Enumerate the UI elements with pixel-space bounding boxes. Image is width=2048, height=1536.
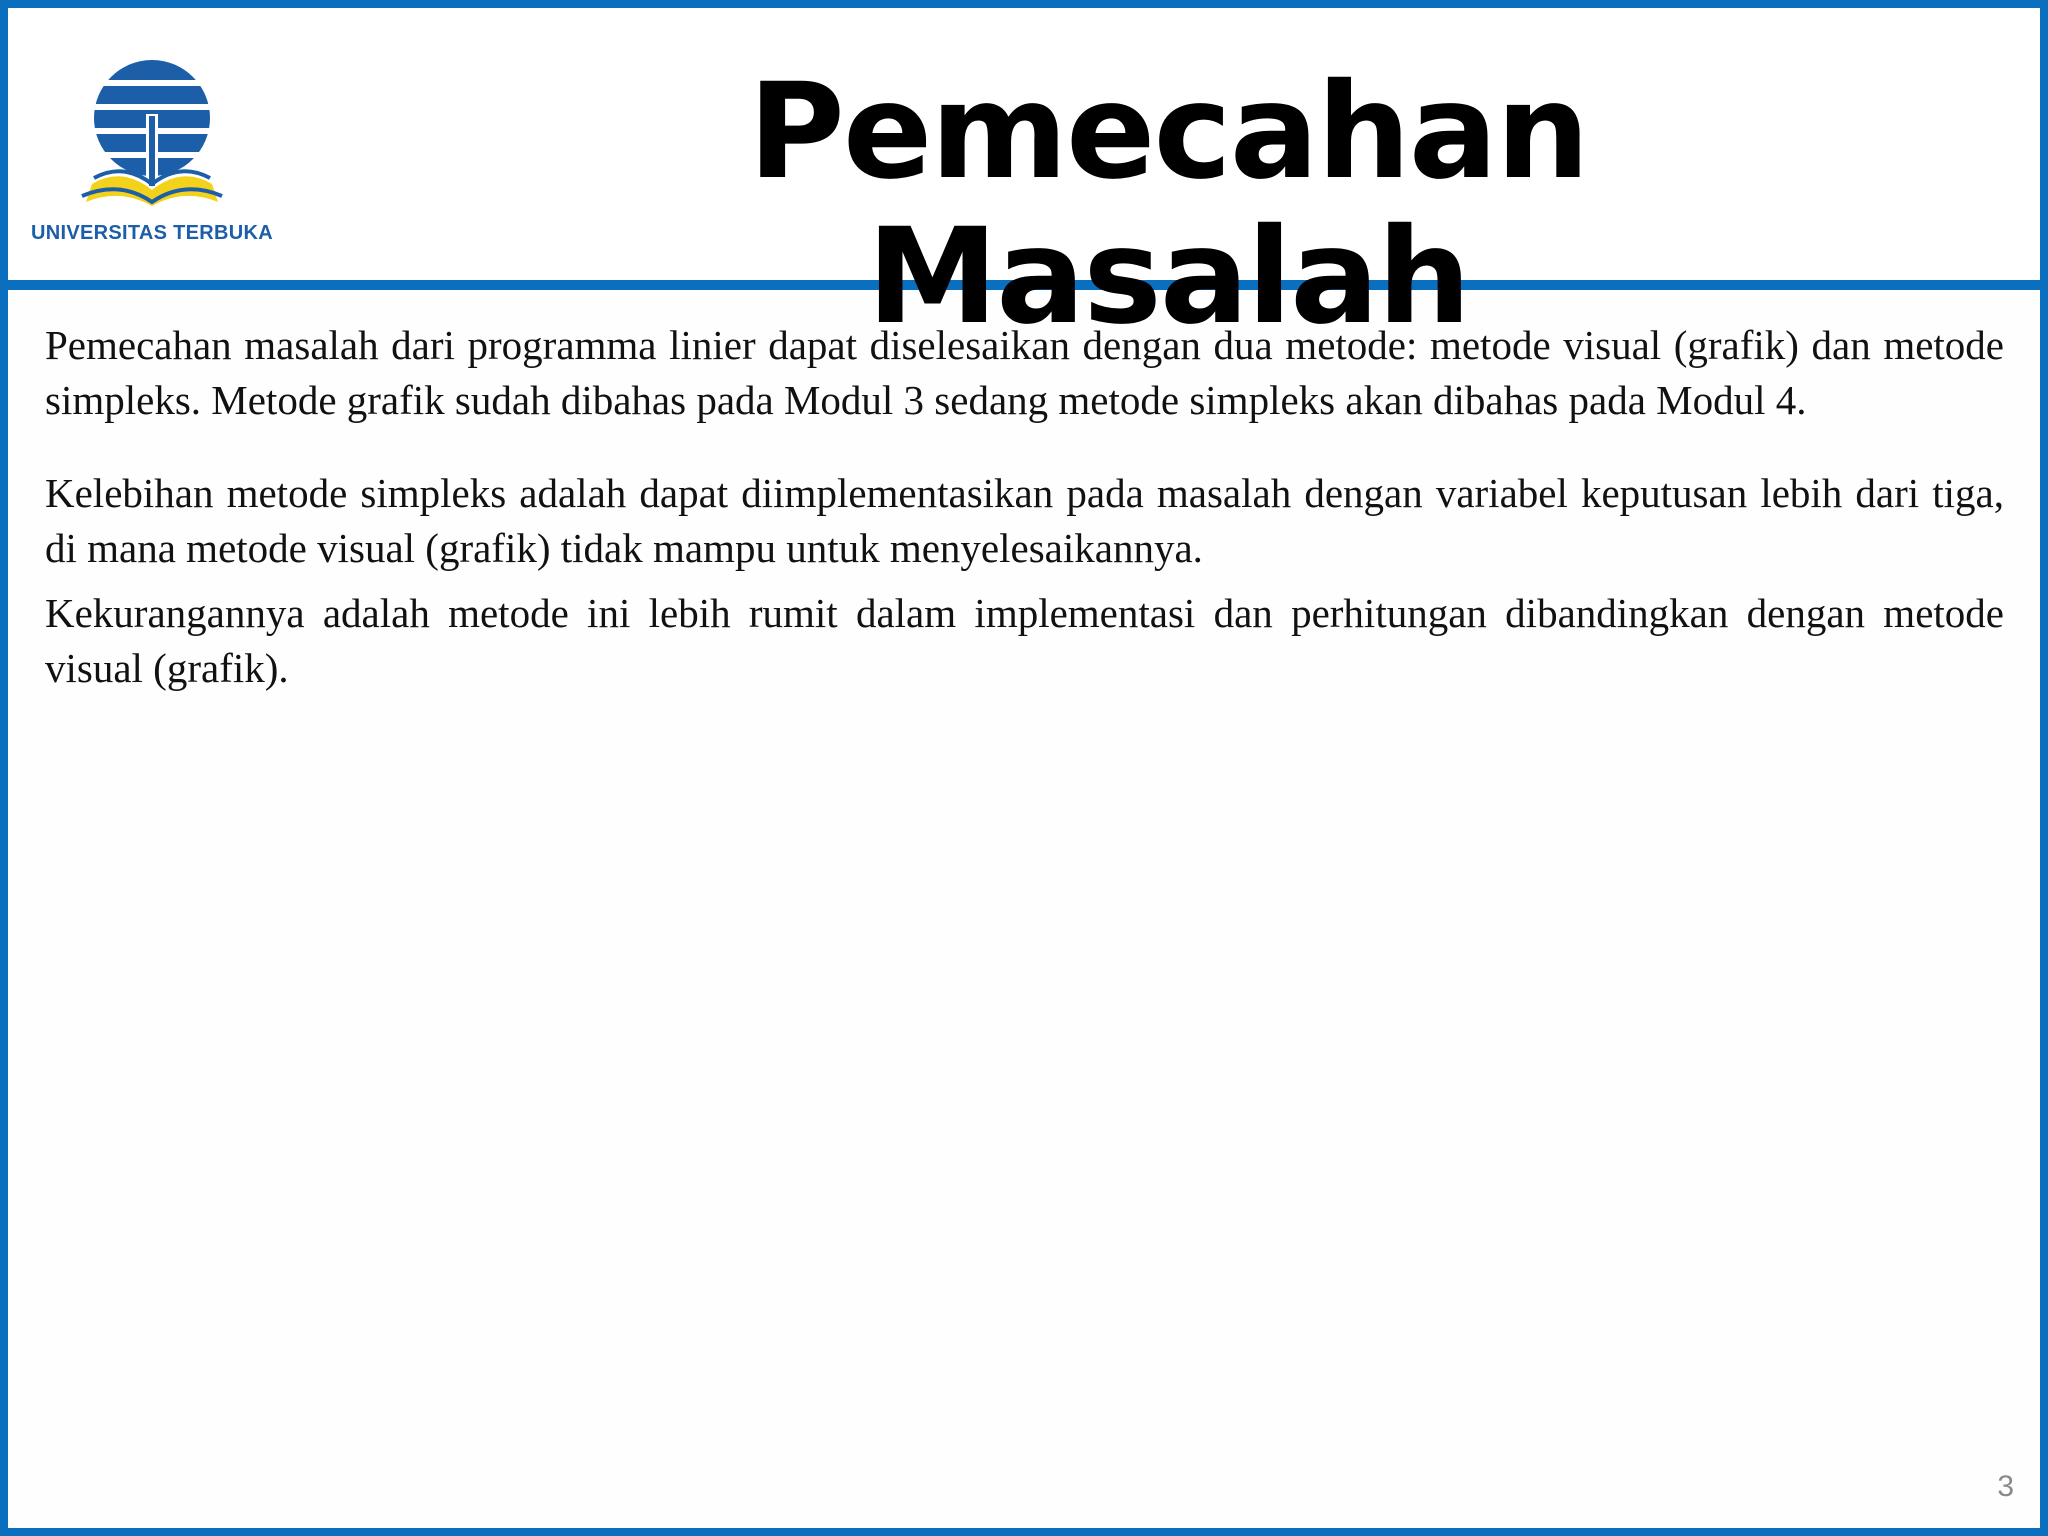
paragraph-2: Kelebihan metode simpleks adalah dapat diimplementasikan pada masalah dengan variabel keputusan lebih dari tiga, di mana metode visual (grafik) tidak mampu untuk menyelesaikannya. <box>45 470 2004 571</box>
page-number: 3 <box>1997 1470 2014 1503</box>
slide-header <box>8 8 2040 355</box>
slide-title: Pemecahan Masalah <box>748 55 1588 355</box>
paragraph-3: Kekurangannya adalah metode ini lebih rumit dalam implementasi dan perhitungan dibandingkan dengan metode visual (grafik). <box>45 590 2004 691</box>
slide-content <box>45 318 2004 696</box>
paragraph-1: Pemecahan masalah dari programma linier dapat diselesaikan dengan dua metode: metode visual (grafik) dan metode simpleks. Metode grafik sudah dibahas pada Modul 3 sedang metode simpleks akan dibahas pada Modul 4. <box>45 322 2004 423</box>
university-logo <box>22 56 282 256</box>
logo-text: UNIVERSITAS TERBUKA <box>30 222 273 244</box>
universitas-terbuka-logo-icon <box>22 56 282 221</box>
